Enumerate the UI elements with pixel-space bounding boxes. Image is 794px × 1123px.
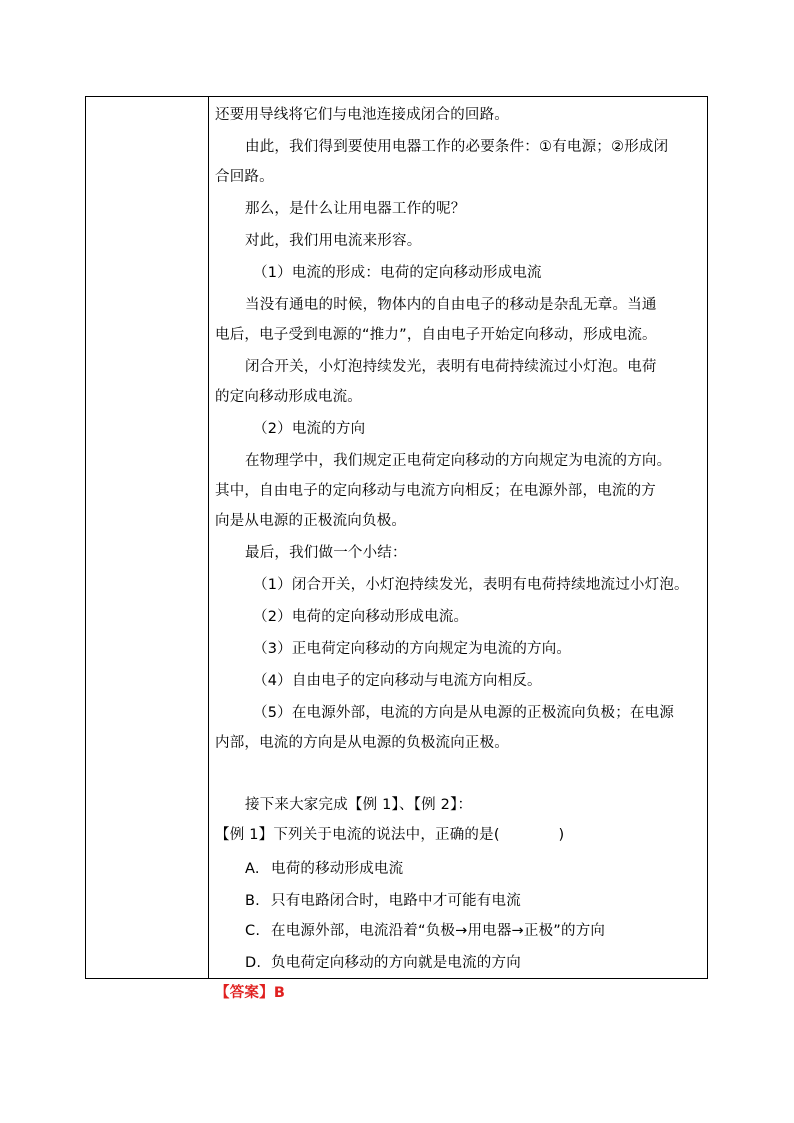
text-line: 还要用导线将它们与电池连接成闭合的回路。	[215, 107, 509, 123]
option-c	[245, 921, 701, 941]
text-line: 合回路。	[215, 169, 274, 185]
example-question: 【例 1】下列关于电流的说法中，正确的是( )	[215, 827, 565, 843]
text-line: 由此，我们得到要使用电器工作的必要条件：①有电源；②形成闭	[245, 139, 669, 155]
text-line: 的定向移动形成电流。	[215, 389, 362, 405]
summary-item: （1）闭合开关，小灯泡持续发光，表明有电荷持续地流过小灯泡。	[253, 577, 689, 593]
option-a	[245, 859, 701, 879]
summary-item: （5）在电源外部，电流的方向是从电源的正极流向负极；在电源	[253, 705, 675, 721]
option-text: 负电荷定向移动的方向就是电流的方向	[271, 955, 521, 971]
option-letter: D.	[245, 955, 262, 971]
summary-item: （4）自由电子的定向移动与电流方向相反。	[253, 673, 542, 689]
text-line: 在物理学中，我们规定正电荷定向移动的方向规定为电流的方向。	[245, 453, 672, 469]
text-line: 当没有通电的时候，物体内的自由电子的移动是杂乱无章。当通	[245, 297, 657, 313]
table-content-cell	[209, 97, 707, 1001]
option-d	[245, 953, 701, 973]
answer-line	[215, 983, 701, 1003]
answer-value: B	[273, 985, 286, 1001]
summary-item: 内部，电流的方向是从电源的负极流向正极。	[215, 735, 509, 751]
table-left-cell	[86, 97, 209, 978]
option-letter: C.	[245, 923, 261, 939]
text-line: 对此，我们用电流来形容。	[245, 233, 422, 249]
answer-label: 【答案】	[215, 985, 274, 1001]
option-letter: B.	[245, 893, 260, 909]
summary-item: （2）电荷的定向移动形成电流。	[253, 609, 469, 625]
section-heading: （1）电流的形成：电荷的定向移动形成电流	[253, 265, 542, 281]
text-line: 那么，是什么让用电器工作的呢？	[245, 201, 466, 217]
option-text: 在电源外部，电流沿着“负极→用电器→正极”的方向	[271, 923, 606, 939]
text-line: 其中，自由电子的定向移动与电流方向相反；在电源外部，电流的方	[215, 483, 656, 499]
text-line: 闭合开关，小灯泡持续发光，表明有电荷持续流过小灯泡。电荷	[245, 359, 657, 375]
text-line: 电后，电子受到电源的“推力”，自由电子开始定向移动，形成电流。	[215, 327, 657, 343]
option-b	[245, 891, 701, 911]
text-line: 最后，我们做一个小结：	[245, 545, 407, 561]
section-heading: （2）电流的方向	[253, 421, 366, 437]
option-letter: A.	[245, 861, 260, 877]
option-text: 电荷的移动形成电流	[271, 861, 404, 877]
text-line: 向是从电源的正极流向负极。	[215, 513, 407, 529]
lesson-table	[85, 96, 708, 1001]
summary-item: （3）正电荷定向移动的方向规定为电流的方向。	[253, 641, 572, 657]
option-text: 只有电路闭合时，电路中才可能有电流	[271, 893, 521, 909]
text-line: 接下来大家完成【例 1】、【例 2】：	[245, 797, 473, 813]
